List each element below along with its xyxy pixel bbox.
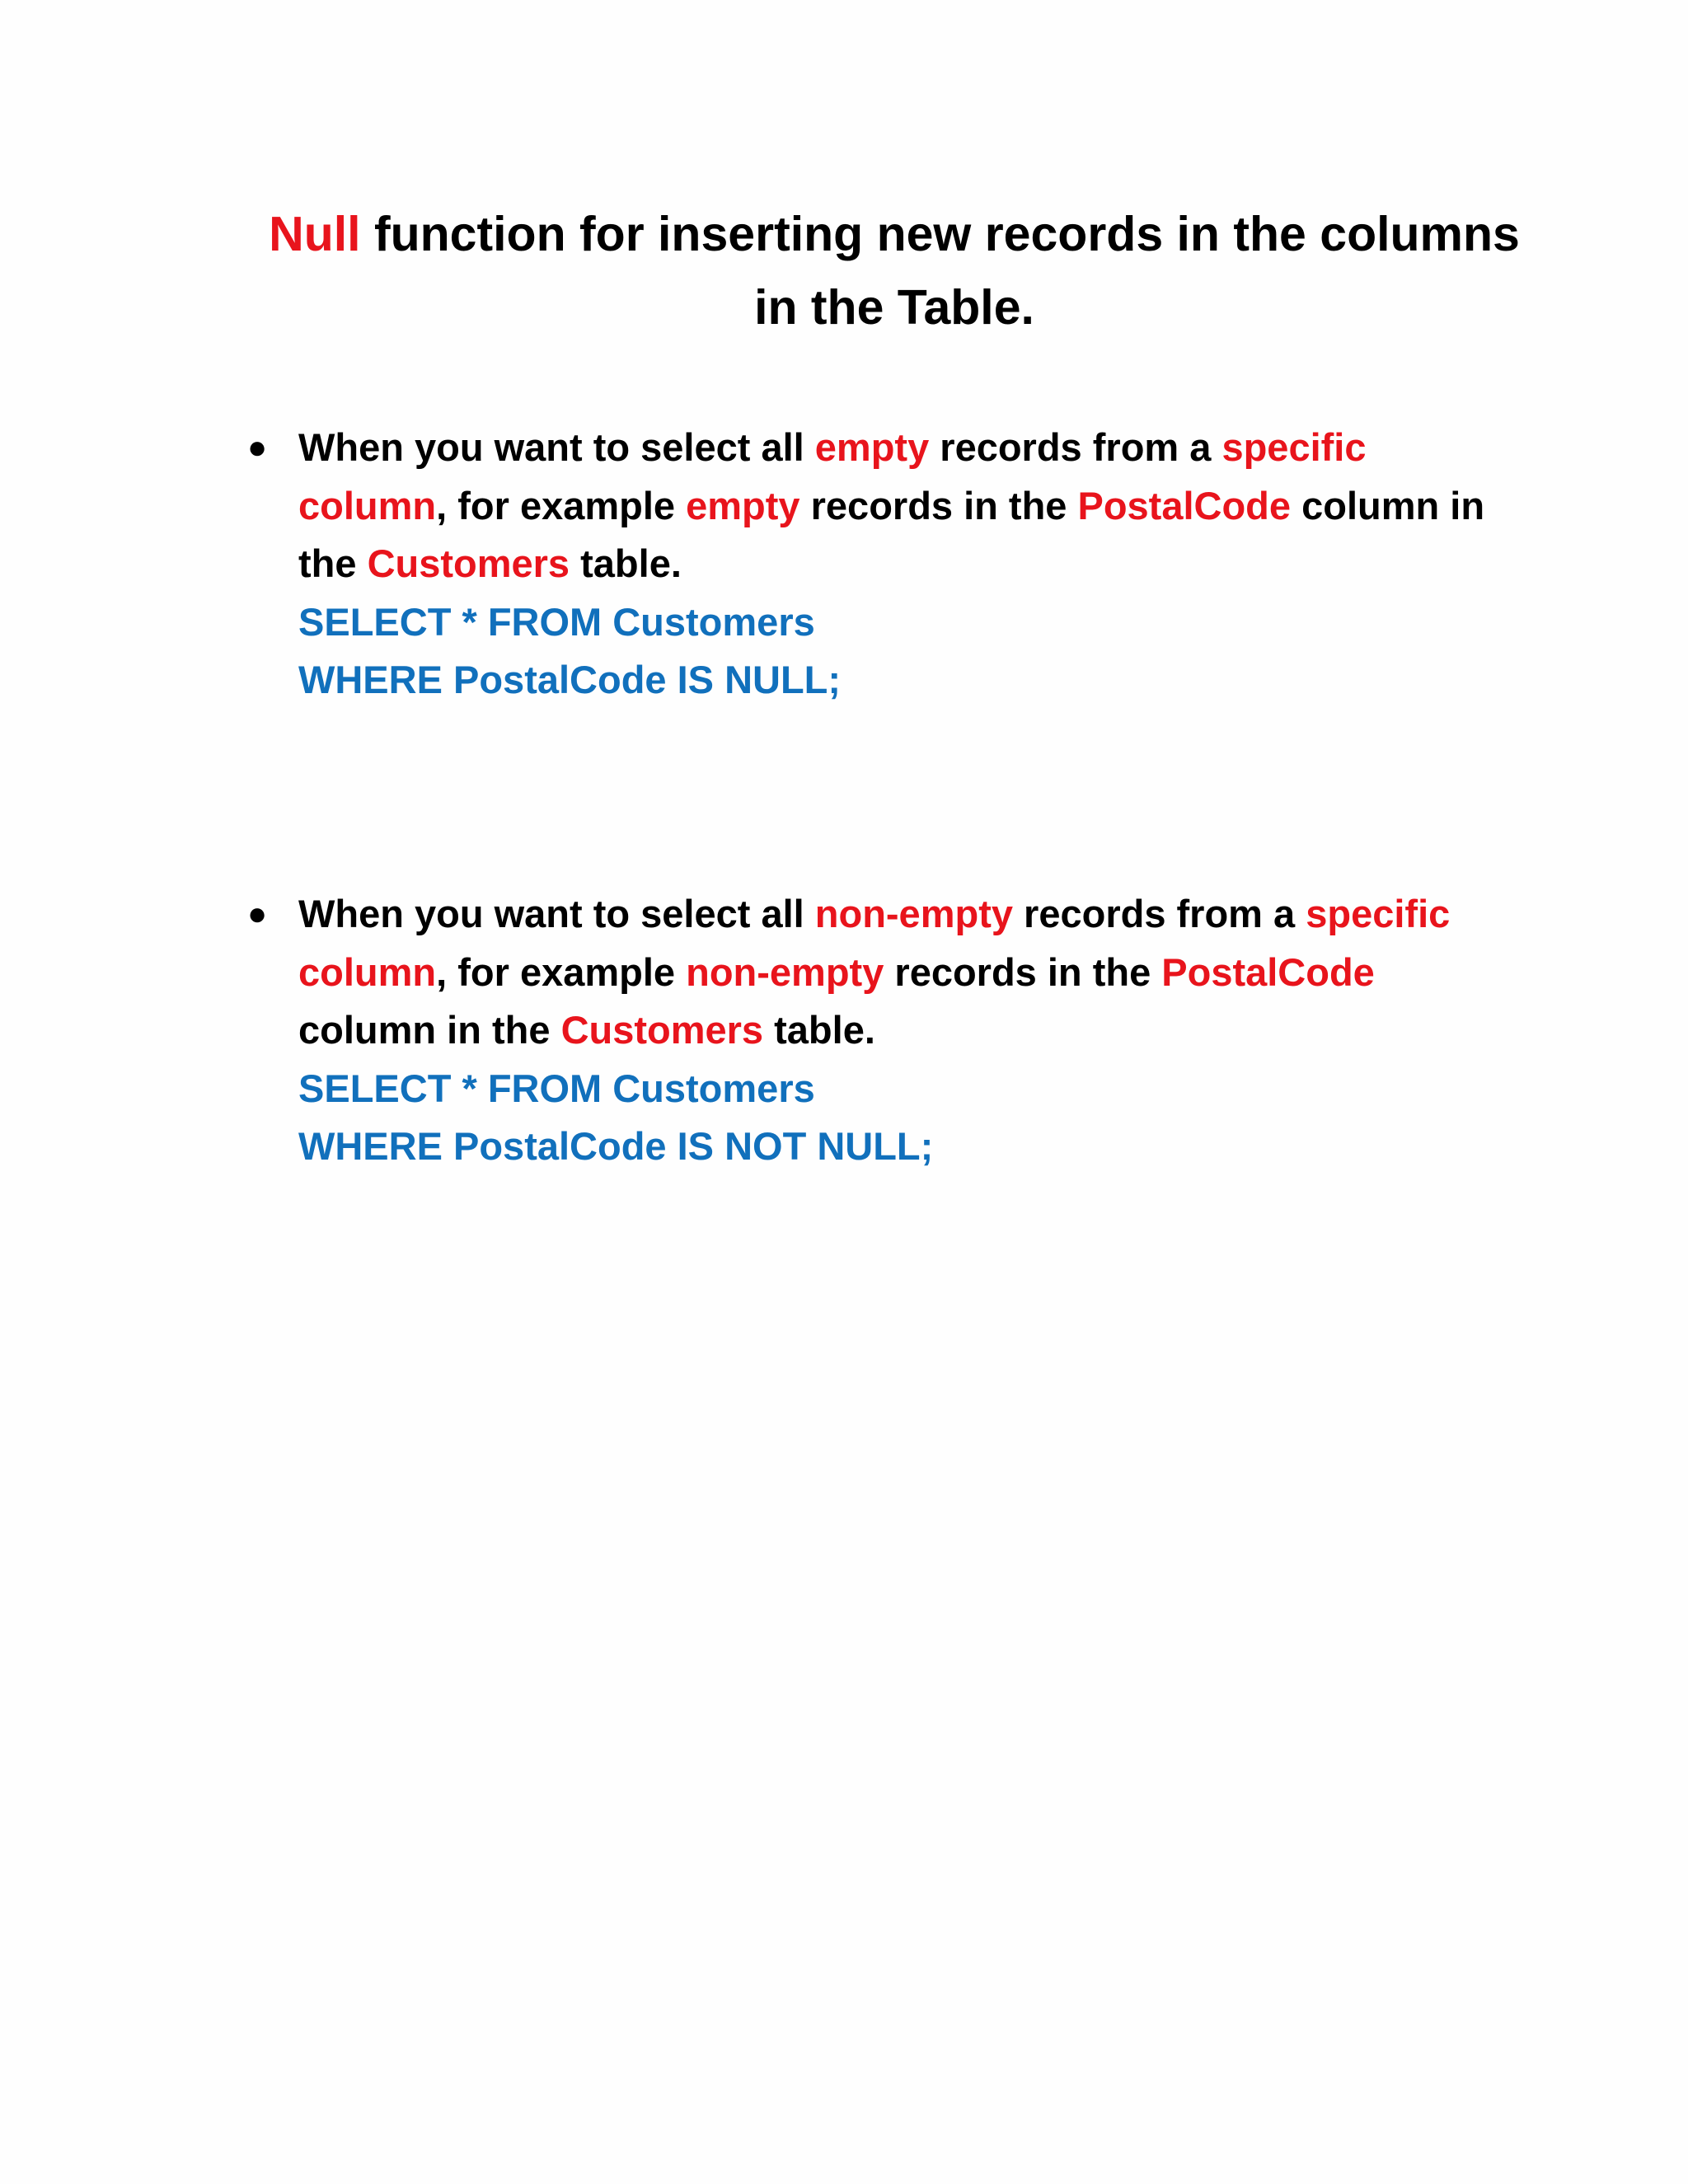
highlight-segment: empty xyxy=(814,425,930,469)
highlight-segment: non-empty xyxy=(686,949,884,994)
highlight-segment: specific column xyxy=(298,892,1451,994)
sql-code-line: SELECT * FROM Customers xyxy=(298,1066,815,1110)
text-segment: column in the xyxy=(298,1008,561,1052)
list-item xyxy=(247,885,1500,1176)
text-segment: records from a xyxy=(929,425,1222,469)
page-title xyxy=(247,198,1541,344)
highlight-segment: empty xyxy=(686,483,800,527)
item-text xyxy=(298,892,1450,1052)
title-highlight: Null xyxy=(269,207,361,261)
text-segment: table. xyxy=(763,1008,875,1052)
text-segment: , for example xyxy=(436,483,687,527)
text-segment: table. xyxy=(570,541,682,585)
text-segment: records from a xyxy=(1013,892,1306,935)
bullet-icon: ● xyxy=(247,429,268,466)
text-segment: records in the xyxy=(799,483,1078,527)
text-segment: , for example xyxy=(436,949,687,994)
bullet-list-1 xyxy=(247,419,1500,710)
bullet-icon: ● xyxy=(247,896,268,932)
text-segment: When you want to select all xyxy=(298,892,815,935)
highlight-segment: PostalCode xyxy=(1077,483,1292,527)
bullet-list-2 xyxy=(247,885,1500,1176)
highlight-segment: Customers xyxy=(367,541,570,585)
sql-code-line: WHERE PostalCode IS NOT NULL; xyxy=(298,1124,934,1168)
title-text: function for inserting new records in the columns in the Table. xyxy=(360,207,1520,335)
text-segment: When you want to select all xyxy=(298,425,815,469)
highlight-segment: PostalCode xyxy=(1161,949,1375,994)
highlight-segment: non-empty xyxy=(814,892,1013,935)
sql-code-line: WHERE PostalCode IS NULL; xyxy=(298,658,842,701)
item-text xyxy=(298,425,1484,585)
sql-code-line: SELECT * FROM Customers xyxy=(298,599,815,644)
text-segment: column in the xyxy=(298,483,1485,585)
highlight-segment: Customers xyxy=(560,1008,764,1052)
text-segment: records in the xyxy=(884,949,1162,994)
highlight-segment: specific column xyxy=(298,425,1367,527)
list-item xyxy=(247,419,1500,710)
